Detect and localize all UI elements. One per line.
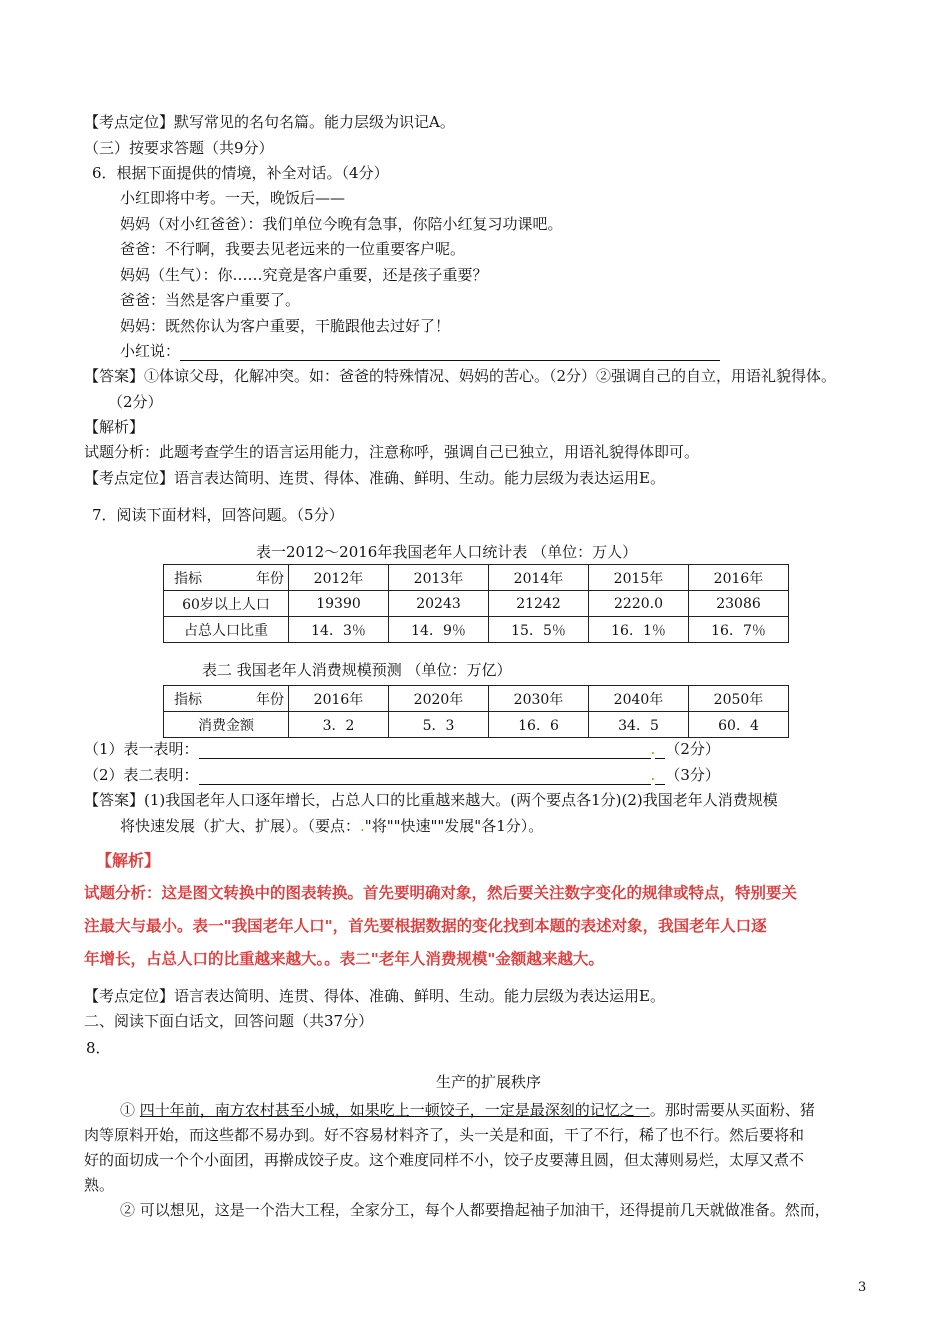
table1-cell: 16．7％ — [689, 617, 789, 643]
exam-point-7: 【考点定位】语言表达简明、连贯、得体、准确、鲜明、生动。能力层级为表达运用E。 — [84, 987, 665, 1005]
article-title: 生产的扩展秩序 — [436, 1073, 542, 1091]
question-6: 6．根据下面提供的情境，补全对话。（4分） — [92, 164, 389, 182]
dialogue-line: 妈妈：既然你认为客户重要，干脆跟他去过好了！ — [120, 317, 451, 335]
question-8: 8． — [86, 1039, 111, 1057]
answer-6-cont: （2分） — [108, 393, 163, 411]
table1-cell: 2220.0 — [589, 591, 689, 617]
table1-cell: 14．3％ — [289, 617, 389, 643]
answer-7-text: 将快速发展（扩大、扩展）。（要点： — [120, 817, 361, 835]
subquestion-2-blank[interactable] — [199, 768, 651, 785]
subquestion-1 — [84, 739, 720, 759]
table1-row-label: 60岁以上人口 — [164, 591, 289, 617]
exam-point-6: 【考点定位】语言表达简明、连贯、得体、准确、鲜明、生动。能力层级为表达运用E。 — [84, 469, 665, 487]
answer-7-cont — [120, 816, 543, 836]
answer-6: 【答案】①体谅父母，化解冲突。如：爸爸的特殊情况、妈妈的苦心。（2分）②强调自己的自立，用语礼貌得体。 — [84, 367, 837, 385]
paragraph-1-line: 好的面切成一个个小面团，再擀成饺子皮。这个难度同样不小，饺子皮要薄且圆，但太薄则易烂，太厚又煮不 — [84, 1151, 805, 1169]
para-number: ① — [120, 1101, 136, 1119]
paragraph-1-line: 肉等原料开始，而这些都不易办到。好不容易材料齐了，头一关是和面，干了不行，稀了也不行。然后要将和 — [84, 1126, 805, 1144]
page-number: 3 — [858, 1280, 867, 1295]
section-two-heading: 二、阅读下面白话文，回答问题（共37分） — [84, 1012, 374, 1030]
underlined-sentence: 四十年前，南方农村甚至小城，如果吃上一顿饺子，一定是最深刻的记忆之一 — [139, 1101, 650, 1119]
table2-year: 2020年 — [389, 686, 489, 712]
dialogue-line: 爸爸：当然是客户重要了。 — [120, 291, 301, 309]
dot-mark: . — [650, 766, 656, 784]
table1-title: 表一2012～2016年我国老年人口统计表 （单位：万人） — [256, 543, 638, 561]
blank-tail — [655, 742, 665, 759]
paragraph-1-line: 熟。 — [84, 1176, 115, 1194]
table2-cell: 60．4 — [689, 712, 789, 738]
xiaohong-label: 小红说： — [120, 342, 181, 360]
table2-header-cell: 指标 年份 — [164, 686, 289, 712]
table2-title: 表二 我国老年人消费规模预测 （单位：万亿） — [202, 661, 512, 679]
table1-year: 2012年 — [289, 565, 389, 591]
subquestion-1-label: （1）表一表明： — [84, 740, 199, 758]
table2-year: 2040年 — [589, 686, 689, 712]
table2-cell: 5．3 — [389, 712, 489, 738]
analysis-text-7: 试题分析：这是图文转换中的图表转换。首先要明确对象，然后要关注数字变化的规律或特点，特别要关 — [84, 884, 798, 902]
table1-year: 2014年 — [489, 565, 589, 591]
subquestion-2 — [84, 765, 720, 785]
table1-cell: 15．5％ — [489, 617, 589, 643]
dialogue-answer-line — [120, 341, 720, 361]
subquestion-1-blank[interactable] — [199, 742, 651, 759]
table1-year: 2013年 — [389, 565, 489, 591]
dialogue-line: 妈妈（对小红爸爸）：我们单位今晚有急事，你陪小红复习功课吧。 — [120, 215, 563, 233]
table2-year: 2016年 — [289, 686, 389, 712]
para-text: 。那时需要从买面粉、猪 — [649, 1101, 815, 1119]
table1-header-cell: 指标 年份 — [164, 565, 289, 591]
table2-year: 2030年 — [489, 686, 589, 712]
subquestion-1-score: （2分） — [665, 740, 720, 758]
question-7: 7．阅读下面材料，回答问题。（5分） — [92, 506, 344, 524]
table1-year: 2016年 — [689, 565, 789, 591]
answer-7: 【答案】(1)我国老年人口逐年增长，占总人口的比重越来越大。(两个要点各1分)(2)我国老年人消费规模 — [84, 791, 778, 809]
table1-cell: 23086 — [689, 591, 789, 617]
dialogue-line: 小红即将中考。一天，晚饭后—— — [120, 189, 346, 207]
table2 — [163, 685, 789, 738]
table1 — [163, 564, 789, 643]
table1-cell: 16．1％ — [589, 617, 689, 643]
table1-cell: 21242 — [489, 591, 589, 617]
section-three-heading: （三）按要求答题（共9分） — [84, 139, 274, 157]
table2-year: 2050年 — [689, 686, 789, 712]
paragraph-1 — [120, 1100, 815, 1120]
table1-cell: 14．9％ — [389, 617, 489, 643]
analysis-text-7: 注最大与最小。表一"我国老年人口"，首先要根据数据的变化找到本题的表述对象，我国老年人口逐 — [84, 917, 767, 935]
subquestion-2-label: （2）表二表明： — [84, 766, 199, 784]
table1-year: 2015年 — [589, 565, 689, 591]
answer-blank[interactable] — [180, 344, 720, 361]
dialogue-line: 妈妈（生气）：你……究竟是客户重要，还是孩子重要？ — [120, 266, 488, 284]
dot-mark: . — [650, 740, 656, 758]
exam-point-line-1: 【考点定位】默写常见的名句名篇。能力层级为识记A。 — [84, 113, 455, 131]
analysis-heading-7: 【解析】 — [96, 851, 161, 870]
answer-7-points: "将""快速""发展"各1分）。 — [364, 817, 544, 835]
analysis-text-6: 试题分析：此题考查学生的语言运用能力，注意称呼，强调自己已独立，用语礼貌得体即可。 — [84, 443, 700, 461]
table2-cell: 3．2 — [289, 712, 389, 738]
table2-cell: 34．5 — [589, 712, 689, 738]
table2-row-label: 消费金额 — [164, 712, 289, 738]
table2-cell: 16．6 — [489, 712, 589, 738]
subquestion-2-score: （3分） — [665, 766, 720, 784]
table1-row-label: 占总人口比重 — [164, 617, 289, 643]
table1-cell: 19390 — [289, 591, 389, 617]
table1-cell: 20243 — [389, 591, 489, 617]
analysis-heading-6: 【解析】 — [84, 418, 145, 436]
dialogue-line: 爸爸：不行啊，我要去见老远来的一位重要客户呢。 — [120, 240, 466, 258]
paragraph-2: ② 可以想见，这是一个浩大工程，全家分工，每个人都要撸起袖子加油干，还得提前几天就做准备。然而， — [120, 1201, 830, 1219]
analysis-text-7: 年增长，占总人口的比重越来越大。。表二"老年人消费规模"金额越来越大。 — [84, 950, 604, 968]
dot-mark: . — [360, 817, 365, 835]
blank-tail — [655, 768, 665, 785]
